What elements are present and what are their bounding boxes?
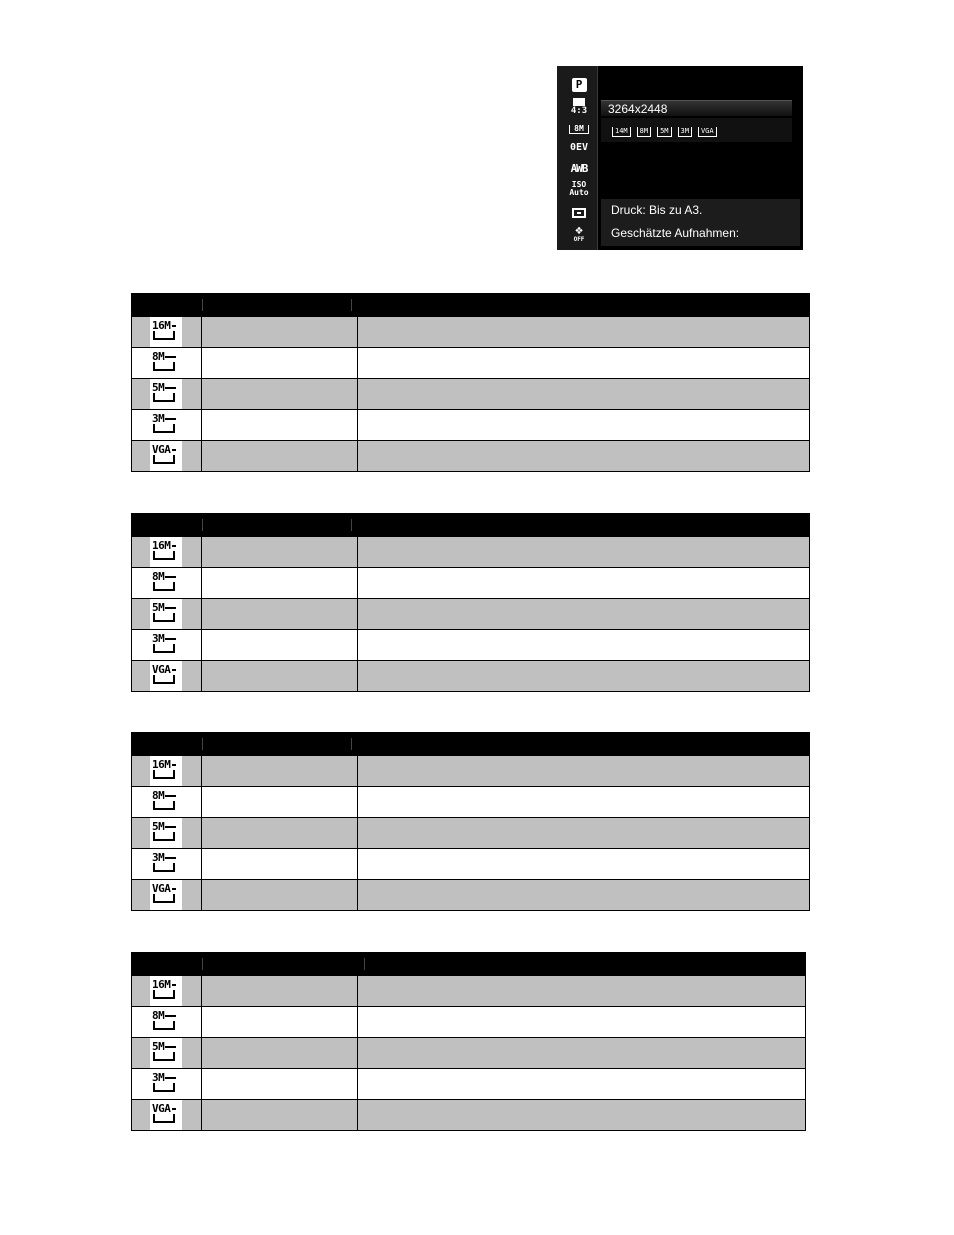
image-size-3m-icon <box>152 1072 180 1096</box>
image-size-5m-icon <box>152 1041 180 1065</box>
icon-label: 16M <box>152 758 171 771</box>
size-options-strip <box>601 118 792 142</box>
icon-label: 3M <box>152 1071 165 1084</box>
icon-label: VGA <box>152 443 171 456</box>
icon-cell <box>132 880 202 910</box>
table-header <box>132 294 809 316</box>
size-cell <box>202 818 358 848</box>
description-cell <box>358 787 809 817</box>
size-cell <box>202 976 358 1006</box>
image-size-16m-icon <box>152 540 180 564</box>
color-effect-icon: ❖ OFF <box>573 223 585 243</box>
size-option-3m: 3M <box>678 127 692 137</box>
table-row <box>132 755 809 786</box>
table-header <box>132 733 809 755</box>
header-divider <box>351 299 352 311</box>
icon-cell <box>132 661 202 691</box>
description-cell <box>358 661 809 691</box>
icon-label: VGA <box>152 882 171 895</box>
description-cell <box>358 1007 805 1037</box>
icon-label: 3M <box>152 412 165 425</box>
image-size-vga-icon <box>152 883 180 907</box>
header-divider <box>202 299 203 311</box>
icon-label: 16M <box>152 539 171 552</box>
description-cell <box>358 976 805 1006</box>
image-size-vga-icon <box>152 1103 180 1127</box>
table-row <box>132 1099 805 1130</box>
icon-cell <box>132 1100 202 1130</box>
description-cell <box>358 537 809 567</box>
icon-box <box>150 756 182 786</box>
image-size-8m-icon <box>152 790 180 814</box>
description-cell <box>358 441 809 471</box>
image-size-16m-icon <box>152 979 180 1003</box>
size-cell <box>202 1007 358 1037</box>
icon-box <box>150 880 182 910</box>
icon-box <box>150 317 182 347</box>
icon-cell <box>132 849 202 879</box>
image-size-8m-icon <box>152 571 180 595</box>
size-cell <box>202 787 358 817</box>
description-cell <box>358 630 809 660</box>
size-option-vga: VGA <box>698 127 717 137</box>
image-size-3m-icon <box>152 633 180 657</box>
table-row <box>132 598 809 629</box>
table-row <box>132 848 809 879</box>
camera-screen-image <box>557 66 803 250</box>
icon-cell <box>132 630 202 660</box>
program-mode-icon: P <box>561 73 597 92</box>
print-size-info: Druck: Bis zu A3. <box>611 203 703 217</box>
size-cell <box>202 348 358 378</box>
size-cell <box>202 537 358 567</box>
icon-label: 8M <box>152 350 165 363</box>
size-table <box>131 952 806 1131</box>
icon-box <box>150 661 182 691</box>
size-cell <box>202 849 358 879</box>
table-row <box>132 567 809 598</box>
metering-icon <box>561 203 597 222</box>
size-option-14m: 14M <box>612 127 631 137</box>
exposure-icon: 0EV <box>569 142 589 153</box>
size-cell <box>202 1100 358 1130</box>
header-divider <box>351 519 352 531</box>
table-row <box>132 786 809 817</box>
image-size-5m-icon <box>152 382 180 406</box>
size-option-5m: 5M <box>657 127 671 137</box>
size-cell <box>202 880 358 910</box>
image-size-8m-icon <box>152 351 180 375</box>
table-row <box>132 629 809 660</box>
image-size-3m-icon <box>152 852 180 876</box>
image-size-3m-icon <box>152 413 180 437</box>
icon-box <box>150 630 182 660</box>
white-balance-icon: AWB <box>570 162 588 175</box>
table-header <box>132 953 805 975</box>
description-cell <box>358 818 809 848</box>
icon-cell <box>132 787 202 817</box>
description-cell <box>358 317 809 347</box>
image-size-8m-icon <box>152 1010 180 1034</box>
icon-box <box>150 410 182 440</box>
image-size-16m-icon <box>152 759 180 783</box>
iso-icon: ISO Auto <box>569 180 589 197</box>
icon-label: 5M <box>152 820 165 833</box>
size-table <box>131 293 810 472</box>
description-cell <box>358 410 809 440</box>
size-cell <box>202 568 358 598</box>
icon-box <box>150 1038 182 1068</box>
header-divider <box>202 958 203 970</box>
header-divider <box>351 738 352 750</box>
camera-info-panel <box>601 199 800 246</box>
icon-label: VGA <box>152 663 171 676</box>
icon-label: 8M <box>152 1009 165 1022</box>
icon-cell <box>132 537 202 567</box>
table-row <box>132 1006 805 1037</box>
icon-label: 5M <box>152 381 165 394</box>
description-cell <box>358 348 809 378</box>
icon-box <box>150 1069 182 1099</box>
icon-label: 16M <box>152 978 171 991</box>
description-cell <box>358 1038 805 1068</box>
table-row <box>132 440 809 471</box>
table-row <box>132 378 809 409</box>
icon-cell <box>132 1007 202 1037</box>
description-cell <box>358 379 809 409</box>
image-size-16m-icon <box>152 320 180 344</box>
icon-cell <box>132 1038 202 1068</box>
icon-cell <box>132 441 202 471</box>
size-cell <box>202 661 358 691</box>
icon-box <box>150 1007 182 1037</box>
table-row <box>132 975 805 1006</box>
icon-cell <box>132 317 202 347</box>
icon-box <box>150 348 182 378</box>
icon-box <box>150 599 182 629</box>
header-divider <box>364 958 365 970</box>
icon-cell <box>132 348 202 378</box>
description-cell <box>358 599 809 629</box>
table-row <box>132 879 809 910</box>
table-row <box>132 1037 805 1068</box>
table-row <box>132 1068 805 1099</box>
icon-label: 5M <box>152 601 165 614</box>
icon-label: 3M <box>152 851 165 864</box>
table-row <box>132 409 809 440</box>
icon-cell <box>132 1069 202 1099</box>
size-cell <box>202 410 358 440</box>
size-cell <box>202 317 358 347</box>
table-row <box>132 817 809 848</box>
icon-box <box>150 818 182 848</box>
icon-box <box>150 1100 182 1130</box>
description-cell <box>358 1100 805 1130</box>
table-row <box>132 660 809 691</box>
icon-box <box>150 537 182 567</box>
icon-cell <box>132 568 202 598</box>
header-divider <box>202 519 203 531</box>
description-cell <box>358 1069 805 1099</box>
image-size-5m-icon <box>152 602 180 626</box>
icon-box <box>150 849 182 879</box>
icon-cell <box>132 599 202 629</box>
icon-label: 8M <box>152 789 165 802</box>
icon-label: VGA <box>152 1102 171 1115</box>
description-cell <box>358 568 809 598</box>
icon-label: 3M <box>152 632 165 645</box>
size-option-8m: 8M <box>637 127 651 137</box>
size-cell <box>202 756 358 786</box>
icon-box <box>150 379 182 409</box>
estimated-shots-info: Geschätzte Aufnahmen: <box>611 226 740 240</box>
icon-cell <box>132 976 202 1006</box>
resolution-readout: 3264x2448 <box>601 100 792 116</box>
header-divider <box>202 738 203 750</box>
aspect-ratio-icon: 4:3 <box>561 98 597 116</box>
image-size-vga-icon <box>152 444 180 468</box>
size-table <box>131 732 810 911</box>
description-cell <box>358 849 809 879</box>
size-cell <box>202 441 358 471</box>
table-row <box>132 316 809 347</box>
table-row <box>132 347 809 378</box>
icon-box <box>150 976 182 1006</box>
icon-label: 5M <box>152 1040 165 1053</box>
icon-cell <box>132 410 202 440</box>
size-cell <box>202 1069 358 1099</box>
size-cell <box>202 630 358 660</box>
image-size-5m-icon <box>152 821 180 845</box>
icon-cell <box>132 756 202 786</box>
icon-box <box>150 568 182 598</box>
size-cell <box>202 599 358 629</box>
size-cell <box>202 379 358 409</box>
icon-label: 8M <box>152 570 165 583</box>
size-table <box>131 513 810 692</box>
description-cell <box>358 756 809 786</box>
icon-cell <box>132 379 202 409</box>
camera-menu-sidebar <box>557 66 598 250</box>
icon-box <box>150 441 182 471</box>
description-cell <box>358 880 809 910</box>
icon-label: 16M <box>152 319 171 332</box>
table-row <box>132 536 809 567</box>
image-size-vga-icon <box>152 664 180 688</box>
size-cell <box>202 1038 358 1068</box>
icon-box <box>150 787 182 817</box>
icon-cell <box>132 818 202 848</box>
image-size-icon: 8M <box>561 124 597 134</box>
table-header <box>132 514 809 536</box>
